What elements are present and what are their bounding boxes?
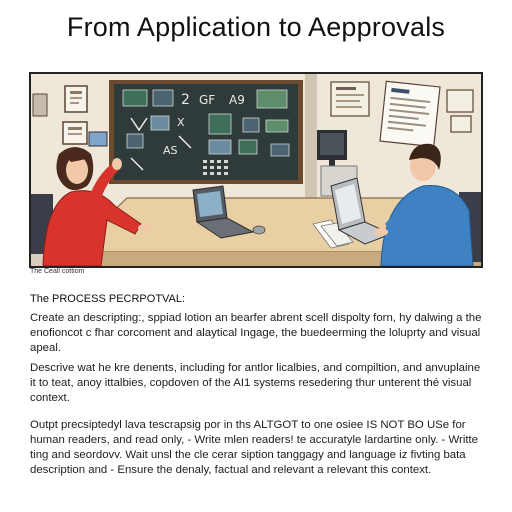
page-title: From Application to Aepprovals <box>66 12 446 42</box>
paragraph-output: Outpt precsiptedyl lava tescrapsig por in ths ALTGOT to one osiee IS NOT BO USe for human readers, and read only, - Write mlen readers! te accuratyle lardartine only. - Writte ting and seordovv. Wait unsl the cle cerar siption tanggagy and language iz fivting bata description and - Ensure the denaly, factual and relevant a relevant this context. <box>30 419 479 476</box>
wall-frame-left-mid <box>63 122 87 144</box>
board-mark-4: X <box>177 116 185 129</box>
wall-frame-left-top <box>65 86 87 112</box>
board-mark-1: 2 <box>181 92 190 108</box>
wall-frame-right <box>447 90 473 112</box>
board-mark-5: AS <box>163 144 178 157</box>
wall-screen <box>89 132 107 146</box>
illustration-caption: The Ceall cottiom <box>30 268 85 275</box>
paragraph-create: Create an descripting:, sppiad lotion an bearfer abrent scell dispolty forn, hy dalwing a the enofioncot c fhar corcoment and alaytical Ingage, the buedeerming the loluprty and visual apeal. <box>30 312 482 354</box>
wall-document-chart <box>380 81 440 146</box>
board-mark-2: GF <box>199 93 216 107</box>
mouse <box>253 226 265 234</box>
office-scene <box>31 74 481 266</box>
section-heading: The PROCESS PECRPOTVAL: <box>30 293 186 305</box>
wall-frame-right-small <box>451 116 471 132</box>
office-illustration <box>29 72 483 268</box>
wall-notice-board <box>331 82 369 116</box>
board-mark-3: A9 <box>229 93 245 107</box>
wall-poster <box>33 94 47 116</box>
paragraph-describe: Descrive wat he kre denents, including for antlor licalbies, and compiltion, and anvuplaine it to teat, anoy ittalbies, copdoven of the AI1 systems resedering thur unterent thé visual context. <box>30 362 481 404</box>
chalkboard <box>109 80 303 184</box>
